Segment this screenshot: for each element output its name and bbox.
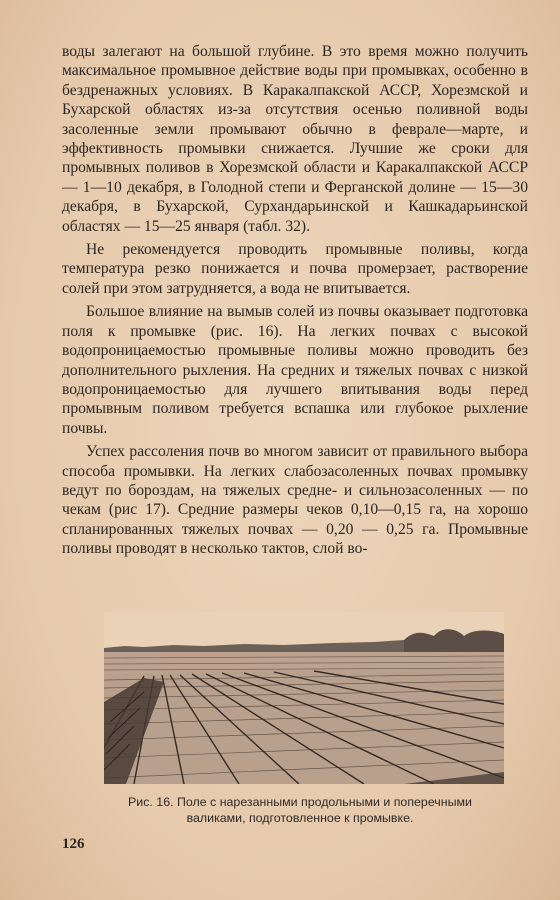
body-text	[62, 42, 528, 559]
field-engraving-image	[104, 612, 504, 784]
paragraph-2: Не рекомендуется проводить промывные поливы, когда температура резко понижается и почва промерзает, растворение солей при этом затрудняется, а вода не впитывается.	[62, 241, 528, 297]
paragraph-3: Большое влияние на вымыв солей из почвы оказывает подготовка поля к промывке (рис. 16). На легких почвах с высокой водопроницаемостью промывные поливы можно проводить без дополнительного рыхления. На средних и тяжелых почвах с низкой водопроницаемостью для лучшего впитывания воды перед промывным поливом требуется вспашка или глубокое рыхление почвы.	[62, 303, 528, 437]
paragraph-1: воды залегают на большой глубине. В это время можно получить максимальное промывное действие воды при промывках, особенно в бездренажных условиях. В Каракалпакской АССР, Хорезмской и Бухарской областях из-за отсутствия осенью поливной воды засоленные земли промывают обычно в феврале—марте, и эффективность промывки снижается. Лучшие же сроки для промывных поливов в Хорезмской области и Каракалпакской АССР — 1—10 декабря, в Голодной степи и Ферганской долине — 15—30 декабря, в Бухарской, Сурхандарьинской и Кашкадарьинской областях — 15—25 января (табл. 32).	[62, 43, 528, 235]
field-illustration	[104, 612, 504, 784]
caption-line-1: Рис. 16. Поле с нарезанными продольными и поперечными	[128, 795, 472, 809]
caption-line-2: валиками, подготовленное к промывке.	[186, 811, 414, 825]
page-number: 126	[62, 836, 85, 852]
figure-caption	[70, 794, 530, 826]
paragraph-4: Успех рассоления почв во многом зависит от правильного выбора способа промывки. На легких слабозасоленных почвах промывку ведут по бороздам, на тяжелых средне- и сильнозасоленных — по чекам (рис 17). Средние размеры чеков 0,10—0,15 га, на хорошо спланированных тяжелых почвах — 0,20 — 0,25 га. Промывные поливы проводят в несколько тактов, слой во-	[62, 443, 528, 558]
